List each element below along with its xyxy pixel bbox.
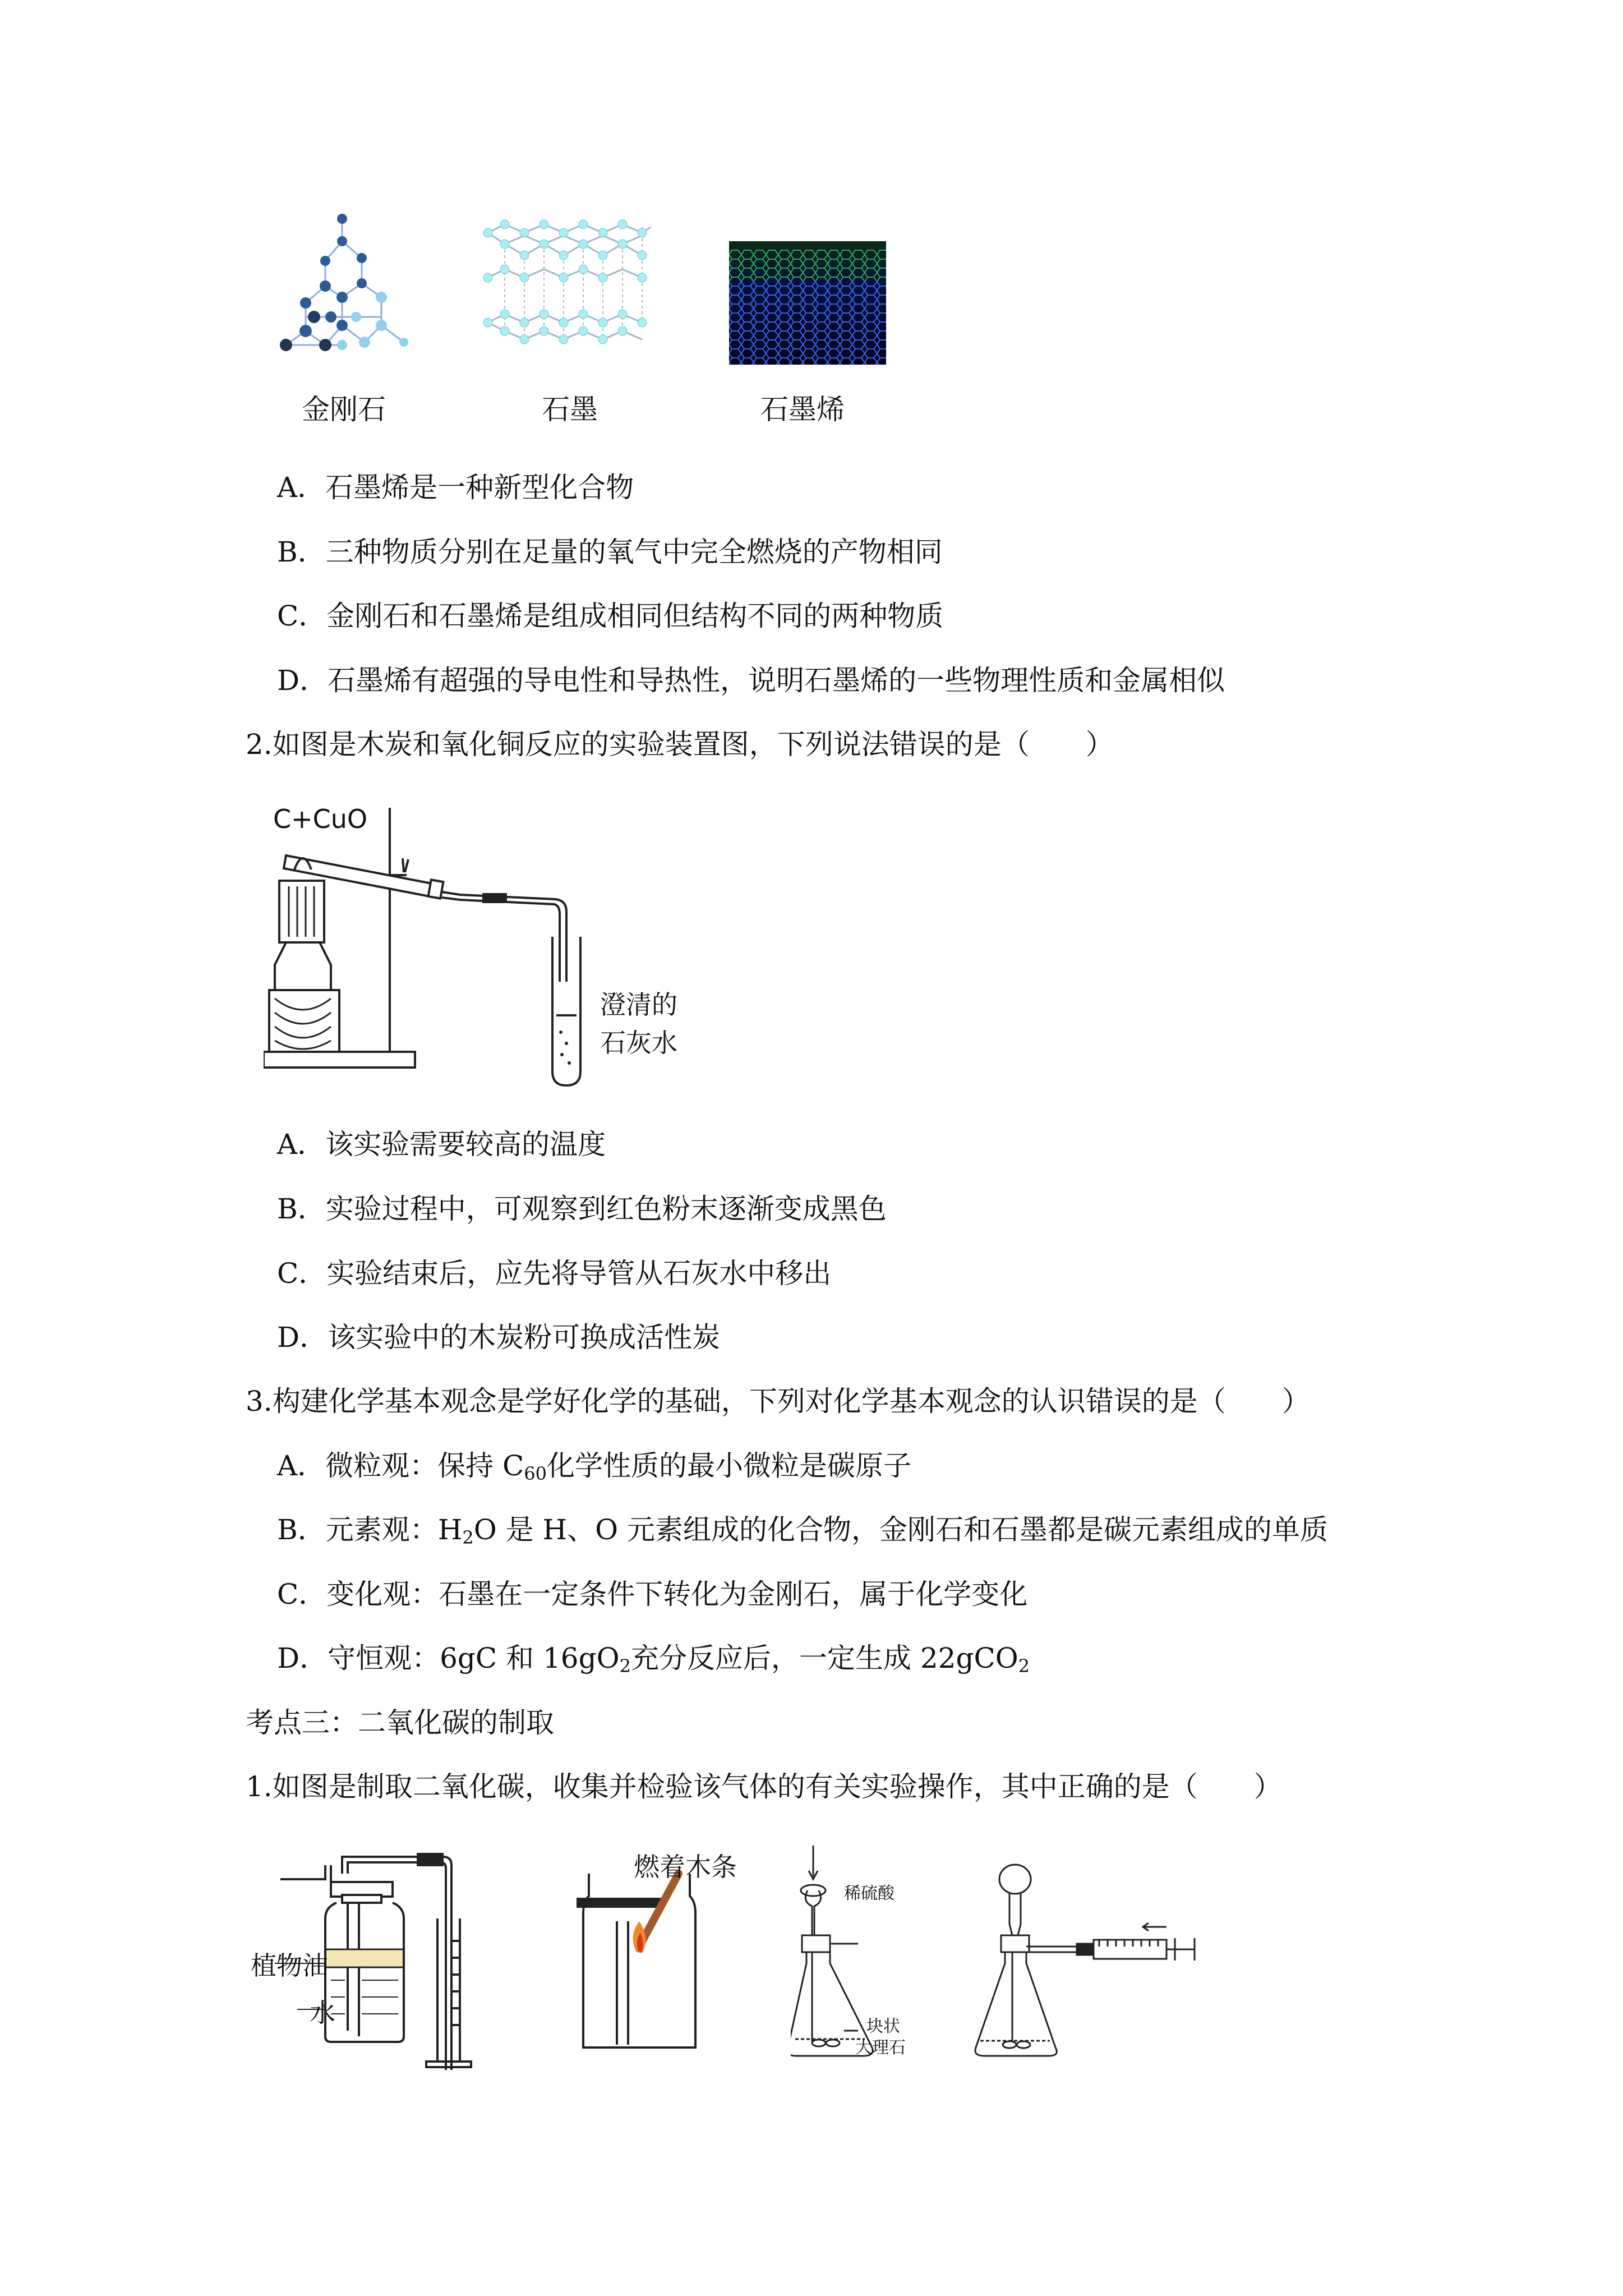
q2-option-c: C．实验结束后，应先将导管从石灰水中移出 — [277, 1257, 832, 1290]
marble-label-line1: 块状 — [866, 2017, 900, 2036]
option-c: C．金刚石和石墨烯是组成相同但结构不同的两种物质 — [277, 600, 944, 632]
graphene-caption: 石墨烯 — [760, 393, 845, 426]
option-a: A．石墨烯是一种新型化合物 — [277, 471, 634, 504]
oil-label: 植物油 — [251, 1950, 328, 1981]
q3-option-c: C．变化观：石墨在一定条件下转化为金刚石，属于化学变化 — [277, 1578, 1028, 1611]
dilute-acid-label: 稀硫酸 — [844, 1884, 895, 1903]
graphite-structure-image — [482, 210, 656, 362]
marble-label-line2: 大理石 — [855, 2038, 906, 2058]
q3-option-b: B．元素观：$H_2O$ 是 H、O 元素组成的化合物，金刚石和石墨都是碳元素组成的单质 — [277, 1513, 1328, 1548]
question-4-stem: 1.如图是制取二氧化碳，收集并检验该气体的有关实验操作，其中正确的是（ ） — [246, 1770, 1282, 1803]
section-heading: 考点三：二氧化碳的制取 — [246, 1706, 554, 1739]
water-label: 水 — [310, 1998, 335, 2028]
q2-option-b: B．实验过程中，可观察到红色粉末逐渐变成黑色 — [277, 1193, 887, 1225]
question-2-stem: 2.如图是木炭和氧化铜反应的实验装置图，下列说法错误的是（ ） — [246, 728, 1114, 761]
question-3-stem: 3.构建化学基本观念是学好化学的基础，下列对化学基本观念的认识错误的是（ ） — [246, 1385, 1310, 1418]
q3-option-d: D．守恒观：6gC 和 $16gO_2$充分反应后，一定生成 22gCO$_2$ — [277, 1642, 1030, 1677]
burning-stick-label: 燃着木条 — [634, 1852, 737, 1882]
diamond-structure-image — [269, 208, 437, 365]
option-b: B．三种物质分别在足量的氧气中完全燃烧的产物相同 — [277, 536, 943, 568]
flask-syringe-apparatus-image — [970, 1862, 1223, 2064]
graphene-structure-image — [729, 241, 886, 365]
graphite-caption: 石墨 — [542, 393, 598, 426]
option-d: D．石墨烯有超强的导电性和导热性，说明石墨烯的一些物理性质和金属相似 — [277, 664, 1225, 697]
gas-test-bottle-image — [566, 1868, 723, 2053]
diamond-caption: 金刚石 — [302, 393, 386, 426]
q3-option-a: A．微粒观：保持 $C_{60}$化学性质的最小微粒是碳原子 — [277, 1450, 911, 1484]
q2-option-d: D．该实验中的木炭粉可换成活性炭 — [277, 1321, 721, 1354]
limewater-label-line1: 澄清的 — [600, 990, 677, 1020]
reactants-label: C+CuO — [273, 804, 368, 834]
limewater-label-line2: 石灰水 — [600, 1028, 677, 1058]
flask-acid-apparatus-image — [791, 1846, 937, 2070]
q2-option-a: A．该实验需要较高的温度 — [277, 1128, 606, 1161]
